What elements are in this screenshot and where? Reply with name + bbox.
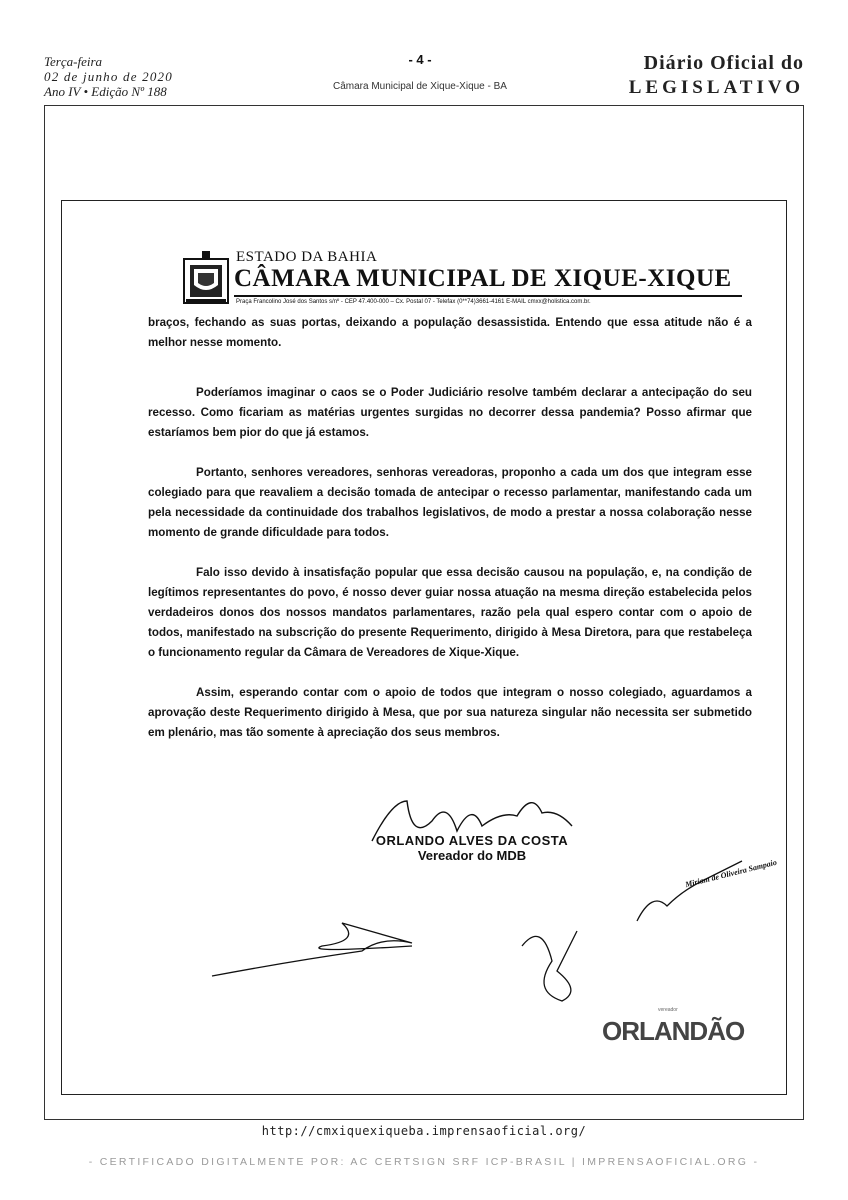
- page-number: - 4 -: [408, 52, 432, 67]
- paragraph-4: Falo isso devido à insatisfação popular que essa decisão causou na população, e, na condição de legítimos representantes do povo, é nosso dever guiar nossa atuação na mesma direção estabelecida pelos verdadeiros donos dos nossos mandatos parlamentares, razão pela qual espero contar com o apoio de todos, manifestado na subscrição do presente Requerimento, dirigido à Mesa Diretora, para que restabeleça o funcionamento regular da Câmara de Vereadores de Xique-Xique.: [148, 566, 752, 659]
- letterhead-address: Praça Francolino José dos Santos s/nº - CEP 47.400-000 – Cx. Postal 07 - Telefax (0**74)3661-4161 E-MAIL cmxx@holistica.com.br.: [236, 299, 591, 305]
- chamber-name: Câmara Municipal de Xique-Xique - BA: [333, 81, 507, 92]
- weekday: Terça-feira: [44, 54, 103, 69]
- paragraph-5: Assim, esperando contar com o apoio de todos que integram o nosso colegiado, aguardamos a aprovação deste Requerimento dirigido à Mesa, que por sua natureza singular não necessita ser submetido em plenário, mas tão somente à apreciação dos seus membros.: [148, 686, 752, 739]
- journal-title-line2: LEGISLATIVO: [628, 77, 804, 98]
- orlandao-logo: ORLANDÃO: [602, 1016, 745, 1046]
- second-signer: Miriam de Oliveira Sampaio: [684, 857, 778, 890]
- page-info: [300, 52, 540, 92]
- letterhead-state: ESTADO DA BAHIA: [236, 249, 378, 265]
- journal-title: [629, 52, 804, 99]
- handwritten-signatures: [62, 201, 788, 1096]
- signature-block: [342, 833, 602, 863]
- signer-role: Vereador do MDB: [417, 848, 527, 863]
- journal-title-line1: Diário Oficial do: [643, 52, 804, 74]
- footer-url: http://cmxiquexiqueba.imprensaoficial.org/: [261, 1124, 587, 1138]
- edition-number: Ano IV • Edição Nº 188: [44, 84, 167, 99]
- signer-name: ORLANDO ALVES DA COSTA: [375, 833, 569, 848]
- paragraph-2: Poderíamos imaginar o caos se o Poder Judiciário resolve também declarar a antecipação do seu recesso. Como ficariam as matérias urgentes surgidas no decorrer dessa pandemia? Posso afirmar que estaríamos bem pior do que já estamos.: [148, 386, 752, 439]
- stamp-caption: vereador: [658, 1007, 678, 1013]
- scanned-document: [61, 200, 787, 1095]
- edition-info: [44, 54, 173, 99]
- letterhead-chamber: CÂMARA MUNICIPAL DE XIQUE-XIQUE: [234, 265, 732, 292]
- publication-date: 02 de junho de 2020: [44, 69, 173, 84]
- paragraph-1: braços, fechando as suas portas, deixando a população desassistida. Entendo que essa atitude não é a melhor nesse momento.: [148, 316, 752, 349]
- digital-certificate: - CERTIFICADO DIGITALMENTE POR: AC CERTSIGN SRF ICP-BRASIL | IMPRENSAOFICIAL.ORG -: [88, 1156, 760, 1168]
- paragraph-3: Portanto, senhores vereadores, senhoras vereadoras, proponho a cada um dos que integram esse colegiado para que reavaliem a decisão tomada de antecipar o recesso parlamentar, manifestando cada um pela necessidade da continuidade dos trabalhos legislativos, de modo a prestar a nossa colaboração nesse momento de grande dificuldade para todos.: [148, 466, 752, 539]
